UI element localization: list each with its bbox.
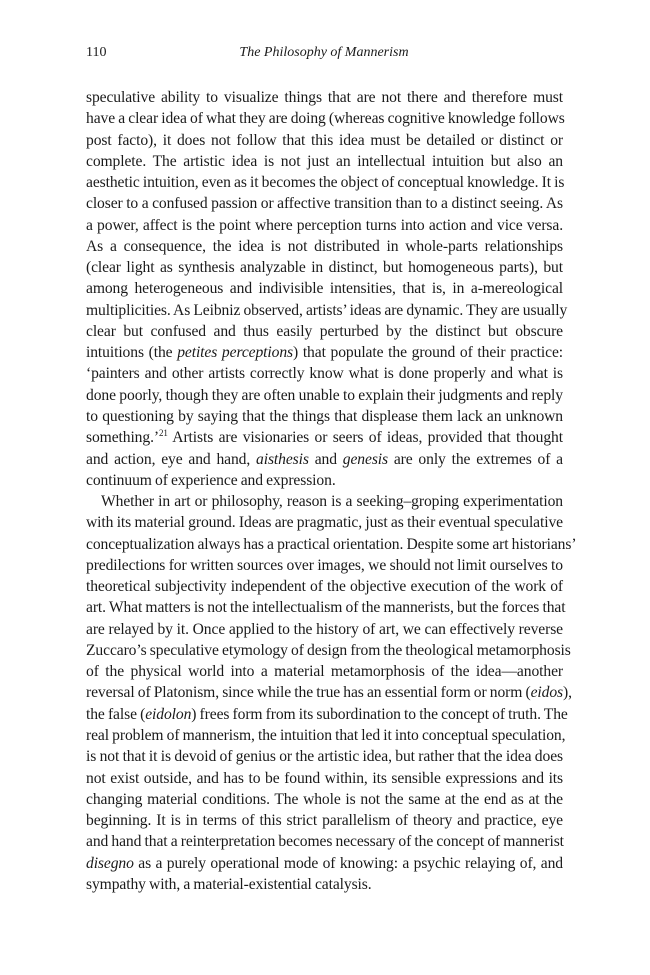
text-line: among heterogeneous and indivisible intensities, that is, in a-mereological xyxy=(86,280,563,298)
text-line: conceptualization always has a practical orientation. Despite some art historians’ xyxy=(86,535,577,553)
text-line: a power, affect is the point where perception turns into action and vice versa. xyxy=(86,216,563,234)
running-title: The Philosophy of Mannerism xyxy=(239,45,409,60)
text-line: of the physical world into a material metamorphosis of the idea—another xyxy=(86,663,563,681)
italic-term: eidos xyxy=(530,684,564,702)
text-line: closer to a confused passion or affective transition than to a distinct seeing. As xyxy=(86,195,563,213)
text-segment: reversal of Platonism, since while the true has an essential form or norm ( xyxy=(86,684,531,702)
text-segment: something.’ xyxy=(86,429,159,447)
text-line xyxy=(86,704,568,725)
text-segment: intuitions (the xyxy=(86,344,178,362)
text-line xyxy=(86,449,563,470)
text-line: theoretical subjectivity independent of the objective execution of the work of xyxy=(86,578,563,596)
text-line: done poorly, though they are often unable to explain their judgments and reply xyxy=(86,386,563,404)
text-segment: ) that populate the ground of their practice: xyxy=(293,344,563,362)
text-segment: ) frees form from its subordination to the concept of truth. The xyxy=(191,705,568,723)
text-line: post facto), it does not follow that this idea must be detailed or distinct or xyxy=(86,131,563,149)
text-line: Zuccaro’s speculative etymology of design from the theological metamorphosis xyxy=(86,641,571,659)
text-line xyxy=(86,682,572,703)
text-line: with its material ground. Ideas are pragmatic, just as their eventual speculative xyxy=(86,514,563,532)
italic-term: disegno xyxy=(86,854,134,872)
text-line: to questioning by saying that the things that displease them lack an unknown xyxy=(86,407,563,425)
text-line: multiplicities. As Leibniz observed, artists’ ideas are dynamic. They are usually xyxy=(86,301,568,319)
text-line: beginning. It is in terms of this strict parallelism of theory and practice, eye xyxy=(86,812,563,830)
text-line xyxy=(86,342,563,363)
text-line: and hand that a reinterpretation becomes necessary of the concept of mannerist xyxy=(86,833,564,851)
text-line: sympathy with, a material-existential catalysis. xyxy=(86,875,372,893)
text-line: ‘painters and other artists correctly know what is done properly and what is xyxy=(86,365,563,383)
italic-term: petites perceptions xyxy=(177,344,294,362)
text-segment: are only the extremes of a xyxy=(388,450,563,468)
text-line: real problem of mannerism, the intuition that led it into conceptual speculation, xyxy=(86,726,566,744)
text-line: (clear light as synthesis analyzable in distinct, but homogeneous parts), but xyxy=(86,259,563,277)
page-number: 110 xyxy=(86,45,107,60)
italic-term: aisthesis xyxy=(256,450,309,468)
text-line: As a consequence, the idea is not distributed in whole-parts relationships xyxy=(86,237,563,255)
text-line: aesthetic intuition, even as it becomes the object of conceptual knowledge. It is xyxy=(86,174,565,192)
text-segment: Artists are visionaries or seers of ideas, provided that thought xyxy=(167,429,563,447)
running-head xyxy=(86,45,562,65)
text-line: Whether in art or philosophy, reason is a seeking–groping experimentation xyxy=(101,493,563,511)
text-segment: the false ( xyxy=(86,705,146,723)
text-segment: and xyxy=(308,450,343,468)
text-segment: and action, eye and hand, xyxy=(86,450,257,468)
italic-term: genesis xyxy=(342,450,388,468)
footnote-ref: 21 xyxy=(158,428,168,439)
body-text xyxy=(86,87,577,895)
text-line: art. What matters is not the intellectualism of the mannerists, but the forces that xyxy=(86,599,566,617)
text-line: is not that it is devoid of genius or the artistic idea, but rather that the idea does xyxy=(86,748,563,766)
text-line: changing material conditions. The whole is not the same at the end as at the xyxy=(86,790,563,808)
text-line: complete. The artistic idea is not just an intellectual intuition but also an xyxy=(86,152,563,170)
text-line: clear but confused and thus easily perturbed by the distinct but obscure xyxy=(86,322,563,340)
text-line xyxy=(86,427,563,448)
text-segment: as a purely operational mode of knowing: a psychic relaying of, and xyxy=(133,854,563,872)
text-line: speculative ability to visualize things that are not there and therefore must xyxy=(86,89,563,106)
text-line: continuum of experience and expression. xyxy=(86,471,336,489)
italic-term: eidolon xyxy=(145,705,192,723)
text-segment: ), xyxy=(563,684,572,702)
text-line: not exist outside, and has to be found within, its sensible expressions and its xyxy=(86,769,563,787)
text-line: predilections for written sources over images, we should not limit ourselves to xyxy=(86,556,563,574)
text-line: are relayed by it. Once applied to the history of art, we can effectively reverse xyxy=(86,620,563,638)
text-line: have a clear idea of what they are doing (whereas cognitive knowledge follows xyxy=(86,110,565,128)
text-line xyxy=(86,853,563,874)
